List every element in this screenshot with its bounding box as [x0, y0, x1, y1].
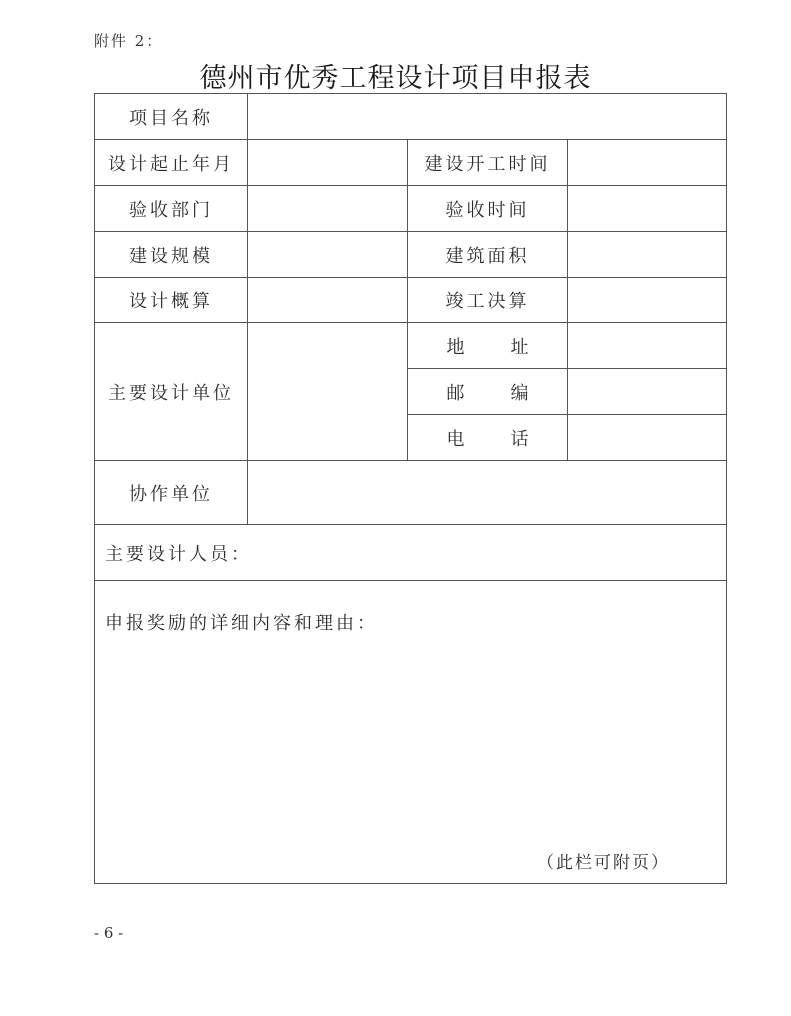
main-designers-field[interactable]	[94, 524, 727, 581]
design-period-field[interactable]	[247, 139, 408, 186]
design-estimate-field[interactable]	[247, 277, 408, 323]
construction-start-label: 建设开工时间	[407, 139, 568, 186]
main-design-unit-label: 主要设计单位	[94, 322, 248, 461]
phone-label	[407, 414, 568, 461]
award-details-label: 申报奖励的详细内容和理由：	[105, 613, 378, 634]
postcode-label-char-2: 编	[510, 382, 529, 404]
attach-pages-note: （此栏可附页）	[537, 853, 670, 873]
acceptance-time-field[interactable]	[567, 185, 727, 232]
phone-label-char-2: 话	[510, 428, 529, 450]
construction-scale-label: 建设规模	[94, 231, 248, 278]
construction-start-field[interactable]	[567, 139, 727, 186]
award-details-field[interactable]	[94, 580, 727, 884]
phone-label-char-1: 电	[446, 428, 465, 450]
postcode-field[interactable]	[567, 368, 727, 415]
main-design-unit-field[interactable]	[247, 322, 408, 461]
attachment-label: 附件 2：	[94, 32, 164, 50]
postcode-label-char-1: 邮	[446, 382, 465, 404]
cooperating-unit-label: 协作单位	[94, 460, 248, 525]
construction-scale-field[interactable]	[247, 231, 408, 278]
address-label	[407, 322, 568, 369]
postcode-label	[407, 368, 568, 415]
acceptance-dept-label: 验收部门	[94, 185, 248, 232]
acceptance-dept-field[interactable]	[247, 185, 408, 232]
building-area-field[interactable]	[567, 231, 727, 278]
application-form-table	[94, 93, 727, 884]
acceptance-time-label: 验收时间	[407, 185, 568, 232]
page-title: 德州市优秀工程设计项目申报表	[199, 63, 592, 94]
address-label-char-2: 址	[510, 336, 529, 358]
address-field[interactable]	[567, 322, 727, 369]
main-designers-label: 主要设计人员：	[105, 543, 252, 565]
address-label-char-1: 地	[446, 336, 465, 358]
phone-field[interactable]	[567, 414, 727, 461]
design-estimate-label: 设计概算	[94, 277, 248, 323]
project-name-label: 项目名称	[94, 93, 248, 140]
page-number: - 6 -	[94, 924, 124, 942]
final-accounts-label: 竣工决算	[407, 277, 568, 323]
design-period-label: 设计起止年月	[94, 139, 248, 186]
cooperating-unit-field[interactable]	[247, 460, 727, 525]
final-accounts-field[interactable]	[567, 277, 727, 323]
project-name-field[interactable]	[247, 93, 727, 140]
building-area-label: 建筑面积	[407, 231, 568, 278]
